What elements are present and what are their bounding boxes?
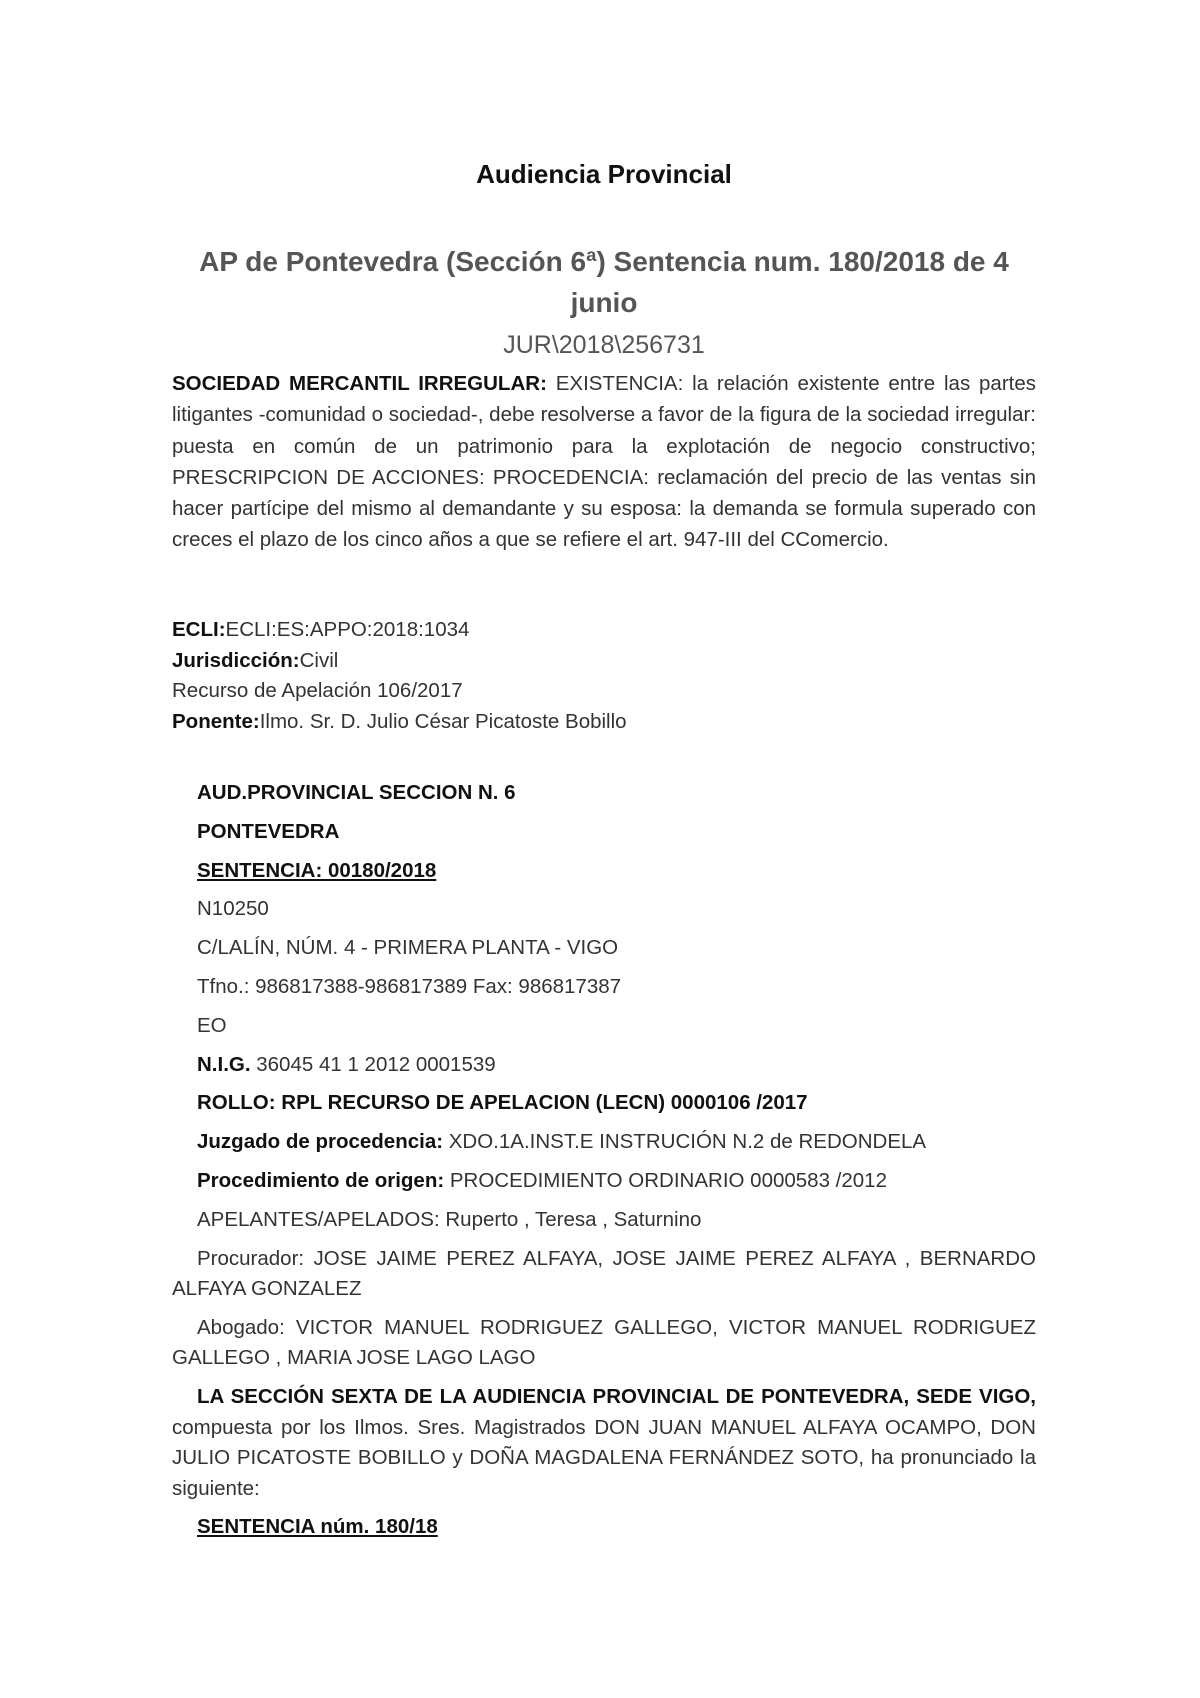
summary-paragraph bbox=[172, 368, 1036, 556]
nig-line bbox=[172, 1050, 1036, 1081]
jur-reference: JUR\2018\256731 bbox=[503, 331, 705, 359]
recurso-line: Recurso de Apelación 106/2017 bbox=[172, 679, 463, 702]
rollo-text: ROLLO: RPL RECURSO DE APELACION (LECN) 0000106 /2017 bbox=[197, 1091, 808, 1115]
summary-heading: SOCIEDAD MERCANTIL IRREGULAR: bbox=[172, 372, 547, 395]
jurisdiccion-label: Jurisdicción: bbox=[172, 648, 300, 672]
court-name bbox=[172, 778, 1036, 809]
sentencia-number-text: SENTENCIA: 00180/2018 bbox=[197, 858, 437, 882]
nig-label: N.I.G. bbox=[197, 1052, 251, 1076]
metadata-block bbox=[172, 615, 1036, 737]
court-city bbox=[172, 817, 1036, 848]
apelantes-line: APELANTES/APELADOS: Ruperto , Teresa , Saturnino bbox=[197, 1207, 702, 1231]
court-code: N10250 bbox=[197, 897, 269, 921]
juzgado-line bbox=[172, 1127, 1036, 1158]
seccion-text: compuesta por los Ilmos. Sres. Magistrados DON JUAN MANUEL ALFAYA OCAMPO, DON JULIO PICATOSTE BOBILLO y DOÑA MAGDALENA FERNÁNDEZ SOTO, ha pronunciado la siguiente: bbox=[172, 1415, 1036, 1500]
ecli-line bbox=[172, 615, 1036, 646]
court-city-text: PONTEVEDRA bbox=[197, 819, 340, 843]
juzgado-label: Juzgado de procedencia: bbox=[197, 1130, 444, 1154]
ponente-value: Ilmo. Sr. D. Julio César Picatoste Bobillo bbox=[259, 709, 627, 733]
sentencia-final bbox=[172, 1512, 1036, 1543]
nig-value: 36045 41 1 2012 0001539 bbox=[250, 1052, 496, 1076]
document-title: Audiencia Provincial bbox=[476, 159, 732, 189]
ecli-value: ECLI:ES:APPO:2018:1034 bbox=[225, 618, 470, 641]
seccion-paragraph bbox=[172, 1382, 1036, 1504]
court-address: C/LALÍN, NÚM. 4 - PRIMERA PLANTA - VIGO bbox=[197, 936, 619, 960]
ponente-line bbox=[172, 707, 1036, 738]
document-subtitle: AP de Pontevedra (Sección 6ª) Sentencia num. 180/2018 de 4 junio bbox=[199, 246, 1009, 318]
procedimiento-label: Procedimiento de origen: bbox=[197, 1168, 445, 1192]
juzgado-value: XDO.1A.INST.E INSTRUCIÓN N.2 de REDONDELA bbox=[443, 1130, 927, 1154]
ecli-label: ECLI: bbox=[172, 618, 226, 641]
ponente-label: Ponente: bbox=[172, 709, 260, 733]
seccion-heading: LA SECCIÓN SEXTA DE LA AUDIENCIA PROVINCIAL DE PONTEVEDRA, SEDE VIGO, bbox=[197, 1385, 1036, 1409]
court-header-block bbox=[172, 778, 1036, 1551]
jurisdiccion-line bbox=[172, 646, 1036, 677]
sentencia-final-text: SENTENCIA núm. 180/18 bbox=[197, 1515, 438, 1539]
procedimiento-line bbox=[172, 1166, 1036, 1197]
court-phone: Tfno.: 986817388-986817389 Fax: 986817387 bbox=[197, 974, 622, 998]
court-eo: EO bbox=[197, 1013, 227, 1037]
sentencia-number bbox=[172, 856, 1036, 887]
abogado-paragraph: Abogado: VICTOR MANUEL RODRIGUEZ GALLEGO, VICTOR MANUEL RODRIGUEZ GALLEGO , MARIA JOSE LAGO LAGO bbox=[172, 1315, 1036, 1370]
rollo-line bbox=[172, 1088, 1036, 1119]
procedimiento-value: PROCEDIMIENTO ORDINARIO 0000583 /2012 bbox=[444, 1168, 887, 1192]
procurador-paragraph: Procurador: JOSE JAIME PEREZ ALFAYA, JOSE JAIME PEREZ ALFAYA , BERNARDO ALFAYA GONZALEZ bbox=[172, 1246, 1036, 1301]
summary-text: EXISTENCIA: la relación existente entre las partes litigantes -comunidad o sociedad-, debe resolverse a favor de la figura de la sociedad irregular: puesta en común de un patrimonio para la explotación de negocio constructivo; PRESCRIPCION DE ACCIONES: PROCEDENCIA: reclamación del precio de las ventas sin hacer partícipe del mismo al demandante y su esposa: la demanda se formula superado con creces el plazo de los cinco años a que se refiere el art. 947-III del CComercio. bbox=[172, 372, 1036, 552]
court-name-text: AUD.PROVINCIAL SECCION N. 6 bbox=[197, 781, 516, 804]
jurisdiccion-value: Civil bbox=[299, 648, 339, 672]
